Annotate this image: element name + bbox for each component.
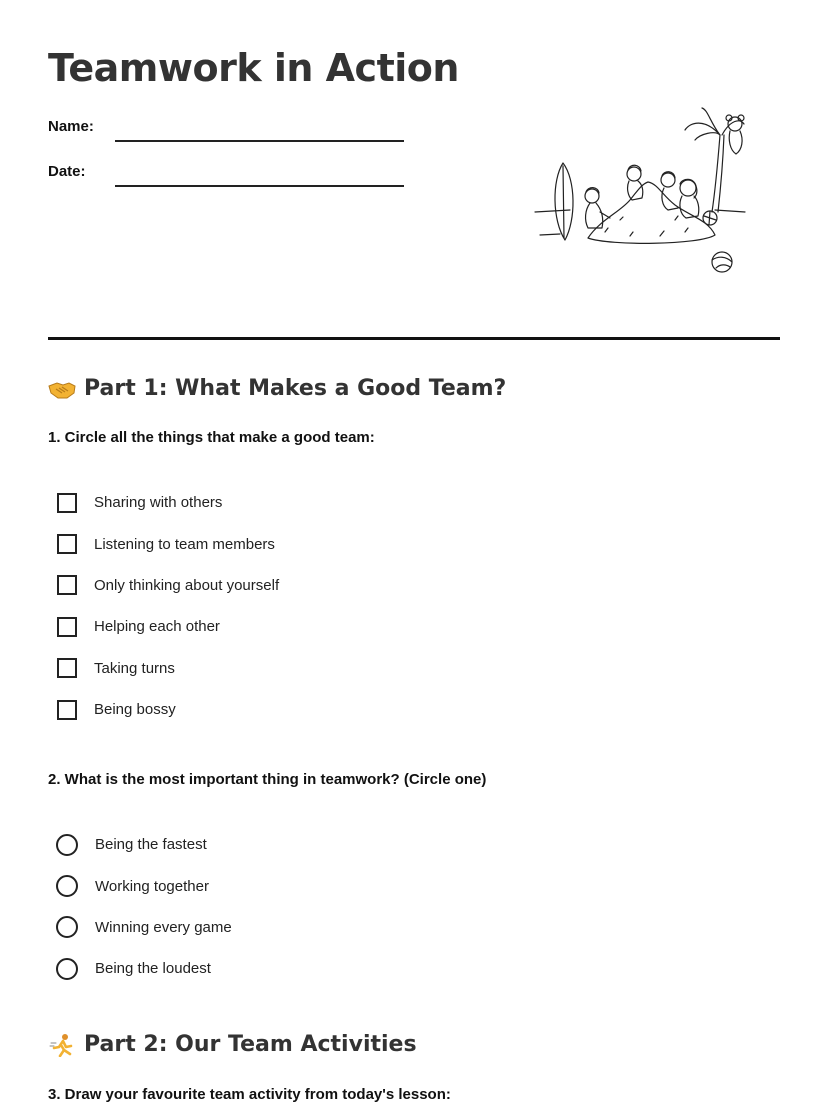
question-1-options (57, 482, 279, 730)
q1-option[interactable] (57, 523, 279, 564)
q2-option[interactable] (57, 948, 232, 989)
checkbox[interactable] (57, 534, 77, 554)
date-answer-line[interactable] (115, 185, 404, 187)
child-far-right-icon (680, 179, 699, 218)
date-label: Date: (48, 163, 86, 180)
part1-heading (48, 376, 506, 401)
q2-option[interactable] (57, 865, 232, 906)
section-divider (48, 337, 780, 340)
radio-circle[interactable] (56, 916, 78, 938)
q1-option[interactable] (57, 482, 279, 523)
checkbox[interactable] (57, 617, 77, 637)
question-2: 2. What is the most important thing in teamwork? (Circle one) (48, 771, 487, 788)
option-label: Being the fastest (95, 836, 207, 854)
q1-option[interactable] (57, 648, 279, 689)
checkbox[interactable] (57, 658, 77, 678)
option-label: Only thinking about yourself (94, 576, 280, 594)
checkbox[interactable] (57, 575, 77, 595)
option-label: Being bossy (94, 701, 176, 719)
question-3: 3. Draw your favourite team activity from today's lesson: (48, 1086, 451, 1103)
name-label: Name: (48, 118, 94, 135)
q1-option[interactable] (57, 606, 279, 647)
question-1: 1. Circle all the things that make a good team: (48, 429, 375, 446)
running-person-icon (48, 1033, 76, 1057)
child-right-icon (661, 172, 678, 210)
option-label: Winning every game (95, 918, 232, 936)
q1-option[interactable] (57, 689, 279, 730)
beach-ball-icon (712, 252, 732, 272)
option-label: Being the loudest (95, 960, 211, 978)
q1-option[interactable] (57, 565, 279, 606)
question-2-options (57, 824, 232, 990)
surfboard-icon (555, 163, 573, 240)
checkbox[interactable] (57, 700, 77, 720)
name-answer-line[interactable] (115, 140, 404, 142)
option-label: Taking turns (94, 659, 175, 677)
radio-circle[interactable] (56, 834, 78, 856)
option-label: Helping each other (94, 618, 220, 636)
part1-heading-text: Part 1: What Makes a Good Team? (84, 376, 507, 401)
beach-teamwork-illustration (530, 100, 760, 280)
child-left-icon (585, 188, 610, 228)
option-label: Working together (95, 877, 209, 895)
option-label: Sharing with others (94, 494, 223, 512)
checkbox[interactable] (57, 493, 77, 513)
radio-circle[interactable] (56, 875, 78, 897)
radio-circle[interactable] (56, 958, 78, 980)
part2-heading (48, 1032, 417, 1057)
date-field[interactable] (48, 163, 404, 180)
name-field[interactable] (48, 118, 404, 135)
q2-option[interactable] (57, 907, 232, 948)
q2-option[interactable] (57, 824, 232, 865)
option-label: Listening to team members (94, 535, 275, 553)
handshake-icon (48, 377, 76, 401)
part2-heading-text: Part 2: Our Team Activities (84, 1032, 417, 1057)
page-title: Teamwork in Action (48, 46, 459, 90)
